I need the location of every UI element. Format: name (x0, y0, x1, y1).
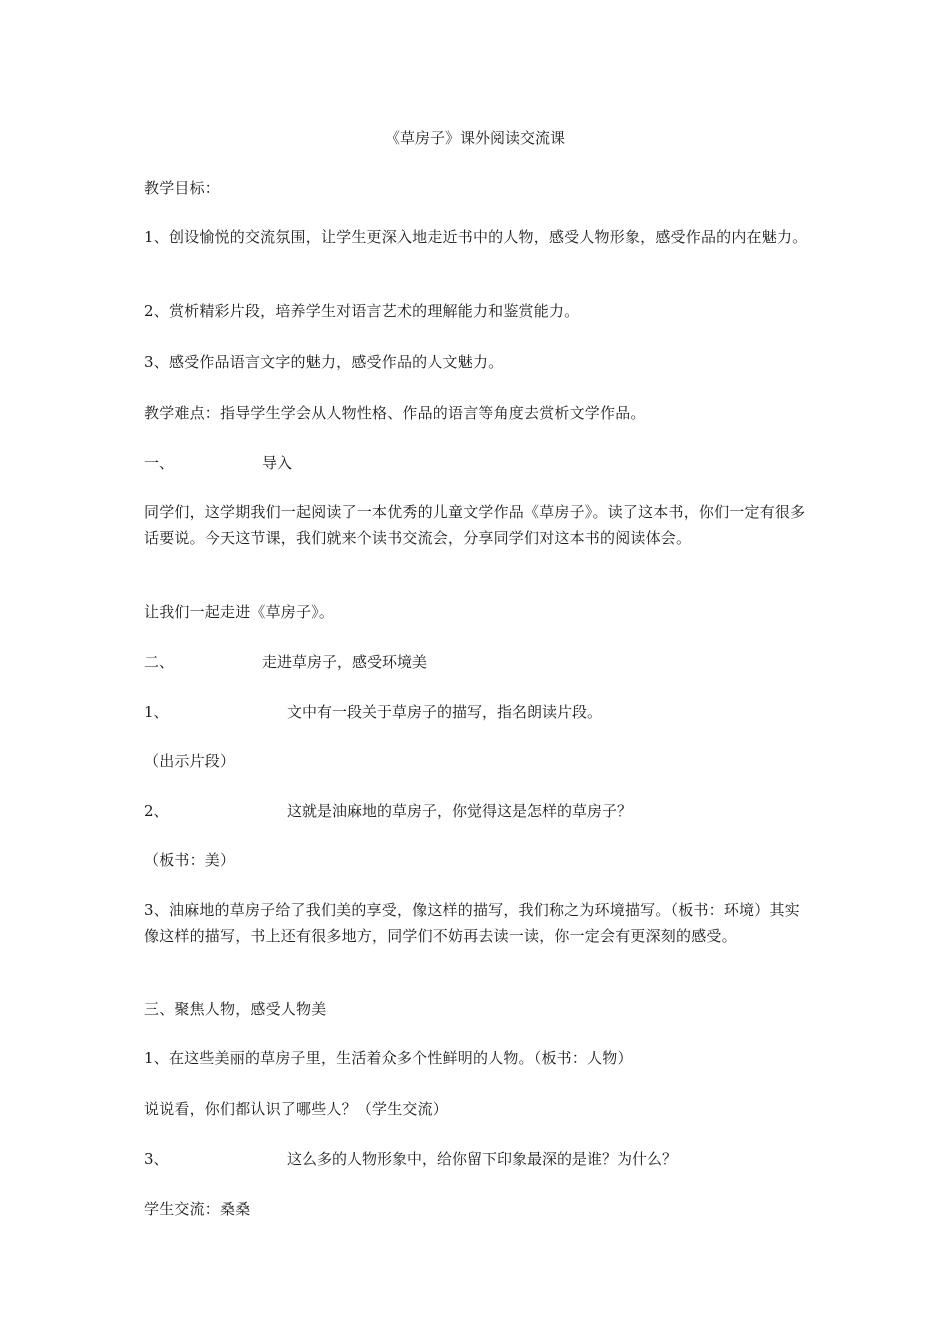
section-3-item-1: 1、在这些美丽的草房子里，生活着众多个性鲜明的人物。（板书：人物） (144, 1049, 633, 1067)
teaching-difficulty: 教学难点：指导学生学会从人物性格、作品的语言等角度去赏析文学作品。 (144, 404, 646, 422)
item-text: 这么多的人物形象中，给你留下印象最深的是谁？为什么？ (287, 1150, 678, 1168)
item-number: 2、 (144, 802, 169, 820)
section-3-note-1: 说说看，你们都认识了哪些人？（学生交流） (144, 1100, 449, 1118)
section-2-text: 走进草房子，感受环境美 (262, 653, 428, 671)
goal-2: 2、赏析精彩片段，培养学生对语言艺术的理解能力和鉴赏能力。 (144, 302, 580, 320)
goal-3: 3、感受作品语言文字的魅力，感受作品的人文魅力。 (144, 353, 504, 371)
section-2-item-3: 3、油麻地的草房子给了我们美的享受，像这样的描写，我们称之为环境描写。（板书：环境）其实像这样的描写，书上还有很多地方，同学们不妨再去读一读，你一定会有更深刻的感受。 (144, 901, 800, 945)
item-text: 这就是油麻地的草房子，你觉得这是怎样的草房子？ (287, 802, 633, 820)
student-exchange: 学生交流：桑桑 (144, 1200, 251, 1218)
item-number: 3、 (144, 1150, 169, 1168)
document-title: 《草房子》课外阅读交流课 (384, 129, 565, 147)
section-3-heading: 三、聚焦人物，感受人物美 (144, 1000, 327, 1018)
item-text: 文中有一段关于草房子的描写，指名朗读片段。 (287, 703, 603, 721)
section-2-number: 二、 (144, 653, 175, 671)
intro-closing: 让我们一起走进《草房子》。 (144, 603, 335, 621)
item-number: 1、 (144, 703, 169, 721)
intro-paragraph: 同学们，这学期我们一起阅读了一本优秀的儿童文学作品《草房子》。读了这本书，你们一定有很多话要说。今天这节课，我们就来个读书交流会，分享同学们对这本书的阅读体会。 (144, 503, 806, 547)
goals-heading: 教学目标： (144, 179, 221, 197)
section-1-number: 一、 (144, 454, 175, 472)
section-2-note-2: （板书：美） (144, 851, 236, 869)
section-2-note-1: （出示片段） (144, 752, 236, 770)
goal-1: 1、创设愉悦的交流氛围，让学生更深入地走近书中的人物，感受人物形象，感受作品的内在魅力。 (144, 228, 808, 246)
section-1-text: 导入 (262, 454, 293, 472)
